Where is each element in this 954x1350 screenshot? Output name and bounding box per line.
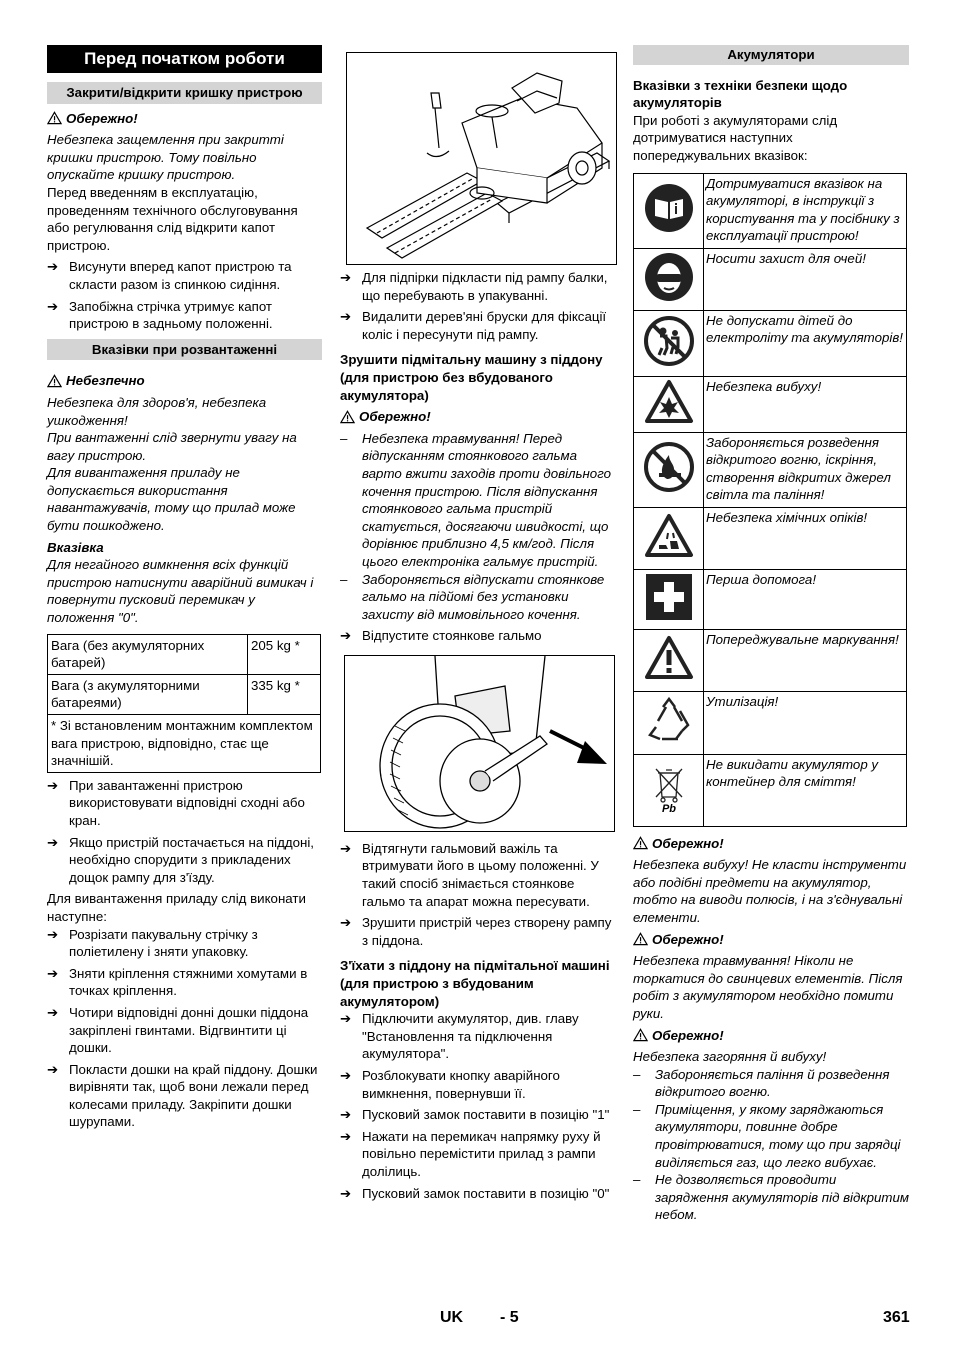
- dash-item: – Не дозволяється проводити зарядження акумуляторів під відкритим небом.: [633, 1172, 910, 1223]
- arrow-icon: ➔: [340, 1107, 352, 1123]
- arrow-icon: ➔: [47, 259, 59, 275]
- step-item: ➔ Підключити акумулятор, див. главу "Встановлення та підключення акумулятора".: [340, 1011, 579, 1062]
- step-item: ➔ Відпустите стоянкове гальмо: [340, 628, 542, 644]
- sign-text: Небезпека вибуху!: [704, 376, 907, 432]
- danger-text: Для вивантаження приладу не допускається використання навантажувачів, тому що прилад може бути пошкоджено.: [47, 465, 296, 534]
- step-item: ➔ Пусковий замок поставити в позицію "0": [340, 1185, 610, 1201]
- note-label: Вказівка: [47, 539, 104, 555]
- arrow-icon: ➔: [340, 1068, 352, 1083]
- arrow-icon: ➔: [340, 915, 352, 931]
- step-item: ➔ Чотири відповідні донні дошки піддона закріплені гвинтами. Відгвинтити ці дошки.: [47, 1004, 309, 1056]
- step-item: ➔ Зняти кріплення стяжними хомутами в точках кріплення.: [47, 965, 308, 999]
- arrow-icon: ➔: [47, 1061, 59, 1077]
- table-row: [634, 507, 907, 569]
- safety-signs-table: [633, 173, 907, 827]
- step-item: ➔ Запобіжна стрічка утримує капот пристрою в задньому положенні.: [47, 298, 273, 332]
- subsection-title-batteries: Акумулятори: [633, 45, 909, 65]
- danger-text: Небезпека для здоров'я, небезпека ушкодження!: [47, 394, 267, 428]
- step-item: ➔ Покласти дошки на край піддону. Дошки вирівняти так, щоб вони лежали перед колесами приладу. Закріпити дошки шурупами.: [47, 1061, 318, 1130]
- arrow-icon: ➔: [340, 309, 352, 325]
- table-row: [634, 310, 907, 376]
- step-item: ➔ Видалити дерев'яні бруски для фіксації коліс і пересунути під рампу.: [340, 309, 607, 342]
- section-title-before-start: Перед початком роботи: [47, 45, 322, 73]
- paragraph: Для вивантаження приладу слід виконати наступне:: [47, 891, 306, 924]
- sign-text: Перша допомога!: [704, 569, 907, 629]
- sign-text: Забороняється розведення відкритого вогню, іскріння, створення відкритих джерел світла та паління!: [704, 432, 907, 507]
- brake-lever-drawing: [345, 656, 615, 832]
- sign-text: Попереджувальне маркування!: [704, 629, 907, 691]
- recycle-icon: [634, 691, 704, 754]
- warning-triangle-icon: [340, 410, 355, 424]
- subsection-title-unloading: Вказівки при розвантаженні: [47, 339, 322, 361]
- sign-text: Носити захист для очей!: [704, 248, 907, 310]
- caution-text: Небезпека вибуху! Не класти інструменти або подібні предмети на акумулятор, тобто на виводи полюсів, і на з'єднувальні елементи.: [633, 857, 907, 925]
- table-note: * Зі встановленим монтажним комплектом вага пристрою, відповідно, стає ще значнішій.: [48, 715, 321, 773]
- table-cell: Вага (без акумуляторних батарей): [48, 634, 248, 674]
- table-row: [48, 674, 321, 714]
- dash-icon: –: [633, 1172, 641, 1188]
- table-row: [634, 629, 907, 691]
- arrow-icon: ➔: [340, 840, 352, 856]
- column-1: [47, 45, 322, 1131]
- note-text: Для негайного вимкнення всіх функцій пристрою натиснути аварійний вимикач і повернути пусковий перемикач у положення "0".: [47, 557, 314, 626]
- arrow-icon: ➔: [47, 926, 59, 942]
- step-item: ➔ Розблокувати кнопку аварійного вимкнення, повернувши її.: [340, 1068, 560, 1101]
- column-3: [633, 45, 909, 1224]
- subheading: Зрушити підмітальну машину з піддону (для пристрою без вбудованого акумулятора): [340, 352, 603, 403]
- pallet-ramp-illustration: [346, 52, 617, 265]
- caution-text: Небезпека травмування! Ніколи не торкатися до свинцевих елементів. Після робіт з акумулятором необхідно помити руки.: [633, 953, 903, 1021]
- step-item: ➔ Якщо пристрій постачається на піддоні, необхідно спорудити з прикладених дощок рампу для з'їзду.: [47, 834, 314, 885]
- caution-label: Обережно!: [652, 835, 724, 851]
- table-row: [634, 248, 907, 310]
- table-cell: 335 kg *: [248, 674, 321, 714]
- footer-language: UK: [440, 1309, 464, 1326]
- arrow-icon: ➔: [340, 270, 352, 285]
- arrow-icon: ➔: [47, 298, 59, 314]
- sign-text: Дотримуватися вказівок на акумуляторі, в інструкції з користування та у посібнику з експлуатації пристрою!: [704, 173, 907, 248]
- manual-icon: [634, 173, 704, 248]
- warning-triangle-icon: [633, 836, 648, 850]
- subheading: Вказівки з техніки безпеки щодо акумуляторів: [633, 77, 848, 111]
- step-item: ➔ Для підпірки підкласти під рампу балки, що перебувають в упакуванні.: [340, 270, 608, 303]
- paragraph: При роботі з акумуляторами слід дотримуватися наступних попереджувальних вказівок:: [633, 112, 838, 163]
- warning-icon: [634, 629, 704, 691]
- sign-text: Не викидати акумулятор у контейнер для сміття!: [704, 754, 907, 826]
- eye-protection-icon: [634, 248, 704, 310]
- step-item: ➔ Висунути вперед капот пристрою та скласти разом із спинкою сидіння.: [47, 259, 292, 292]
- table-row: [634, 569, 907, 629]
- no-bin-icon: [634, 754, 704, 826]
- brake-lever-illustration: [344, 655, 615, 832]
- caution-heading: [633, 1027, 909, 1045]
- pb-label: Pb: [661, 802, 676, 813]
- arrow-icon: ➔: [340, 1185, 352, 1201]
- footer-page-number: 361: [883, 1309, 910, 1326]
- danger-text: При вантаженні слід звернути увагу на вагу пристрою.: [47, 430, 297, 463]
- arrow-icon: ➔: [47, 777, 59, 793]
- dash-icon: –: [633, 1101, 641, 1117]
- step-item: ➔ Розрізати пакувальну стрічку з поліетилену і зняти упаковку.: [47, 926, 258, 960]
- arrow-icon: ➔: [47, 1004, 59, 1020]
- caution-heading: [633, 931, 909, 949]
- table-row: [48, 634, 321, 674]
- sign-text: Утилізація!: [704, 691, 907, 754]
- caution-label: Обережно!: [652, 931, 724, 947]
- caution-heading: [340, 408, 615, 426]
- weight-table: [47, 634, 321, 773]
- warning-triangle-icon: [633, 932, 648, 946]
- warning-triangle-icon: [47, 111, 62, 125]
- table-row: [634, 754, 907, 826]
- caution-label: Обережно!: [652, 1027, 724, 1043]
- warning-triangle-icon: [633, 1028, 648, 1042]
- arrow-icon: ➔: [340, 1128, 352, 1144]
- column-2: [340, 45, 615, 1202]
- caution-text: Небезпека загоряння й вибуху!: [633, 1049, 827, 1065]
- caution-heading: [47, 110, 322, 128]
- no-children-icon: [634, 310, 704, 376]
- caution-label: Обережно!: [359, 409, 431, 425]
- sign-text: Не допускати дітей до електроліту та акумуляторів!: [704, 310, 907, 376]
- subheading: З'їхати з піддону на підмітальної машині (для пристрою з вбудованим акумулятором): [340, 958, 610, 1009]
- explosion-icon: [634, 376, 704, 432]
- arrow-icon: ➔: [47, 834, 59, 850]
- first-aid-icon: [634, 569, 704, 629]
- chemical-burn-icon: [634, 507, 704, 569]
- step-item: ➔ Зрушити пристрій через створену рампу з піддона.: [340, 915, 612, 948]
- step-item: ➔ Нажати на перемикач напрямку руху й повільно перемістити прилад з рампи долілиць.: [340, 1128, 601, 1179]
- table-row: [634, 376, 907, 432]
- sweeper-on-pallet-drawing: [347, 53, 617, 265]
- step-item: ➔ При завантаженні пристрою використовувати відповідні сходні або кран.: [47, 777, 305, 828]
- table-row: [634, 691, 907, 754]
- table-cell: Вага (з акумуляторними батареями): [48, 674, 248, 714]
- table-row: [634, 432, 907, 507]
- caution-heading: [633, 835, 909, 853]
- arrow-icon: ➔: [340, 628, 352, 644]
- dash-icon: –: [633, 1066, 641, 1082]
- caution-label: Обережно!: [66, 110, 138, 126]
- caution-text: Небезпека защемлення при закритті кришки пристрою. Тому повільно опускайте кришку пристрою.: [47, 132, 284, 183]
- dash-icon: –: [340, 430, 348, 446]
- dash-item: – Приміщення, у якому заряджаються акумулятори, повинне добре провітрюватися, тому що при зарядці виділяється газ, що легко вибухає.: [633, 1101, 901, 1170]
- arrow-icon: ➔: [340, 1011, 352, 1027]
- dash-icon: –: [340, 571, 348, 587]
- paragraph: Перед введенням в експлуатацію, проведенням технічного обслуговування або регулювання слід відкрити капот пристрою.: [47, 184, 298, 253]
- dash-item: – Забороняється відпускати стоянкове гальмо на підйомі без установки захисту від мимовільного кочення.: [340, 571, 605, 622]
- subsection-title-cover: Закрити/відкрити кришку пристрою: [47, 82, 322, 104]
- sign-text: Небезпека хімічних опіків!: [704, 507, 907, 569]
- footer-page-local: - 5: [500, 1309, 519, 1326]
- arrow-icon: ➔: [47, 965, 59, 981]
- step-item: ➔ Відтягнути гальмовий важіль та втримувати його в цьому положенні. У такий спосіб знімається стоянкове гальмо та апарат можна пересувати.: [340, 840, 599, 909]
- warning-triangle-icon: [47, 374, 62, 388]
- table-row: [48, 715, 321, 773]
- dash-item: – Небезпека травмування! Перед відпусканням стоянкового гальма варто вжити заходів проти довільного кочення пристрою. Після відпускання стоянкового гальма пристрій скатується, досягаючи швидкості, що дорівнює приблизно 4,5 км/год. Після цього електроніка гальмує пристрій.: [340, 430, 611, 569]
- dash-item: – Забороняється паління й розведення відкритого вогню.: [633, 1066, 890, 1100]
- no-fire-icon: [634, 432, 704, 507]
- table-row: [634, 173, 907, 248]
- danger-label: Небезпечно: [66, 373, 145, 389]
- table-cell: 205 kg *: [248, 634, 321, 674]
- danger-heading: [47, 372, 322, 390]
- step-item: ➔ Пусковий замок поставити в позицію "1": [340, 1107, 610, 1123]
